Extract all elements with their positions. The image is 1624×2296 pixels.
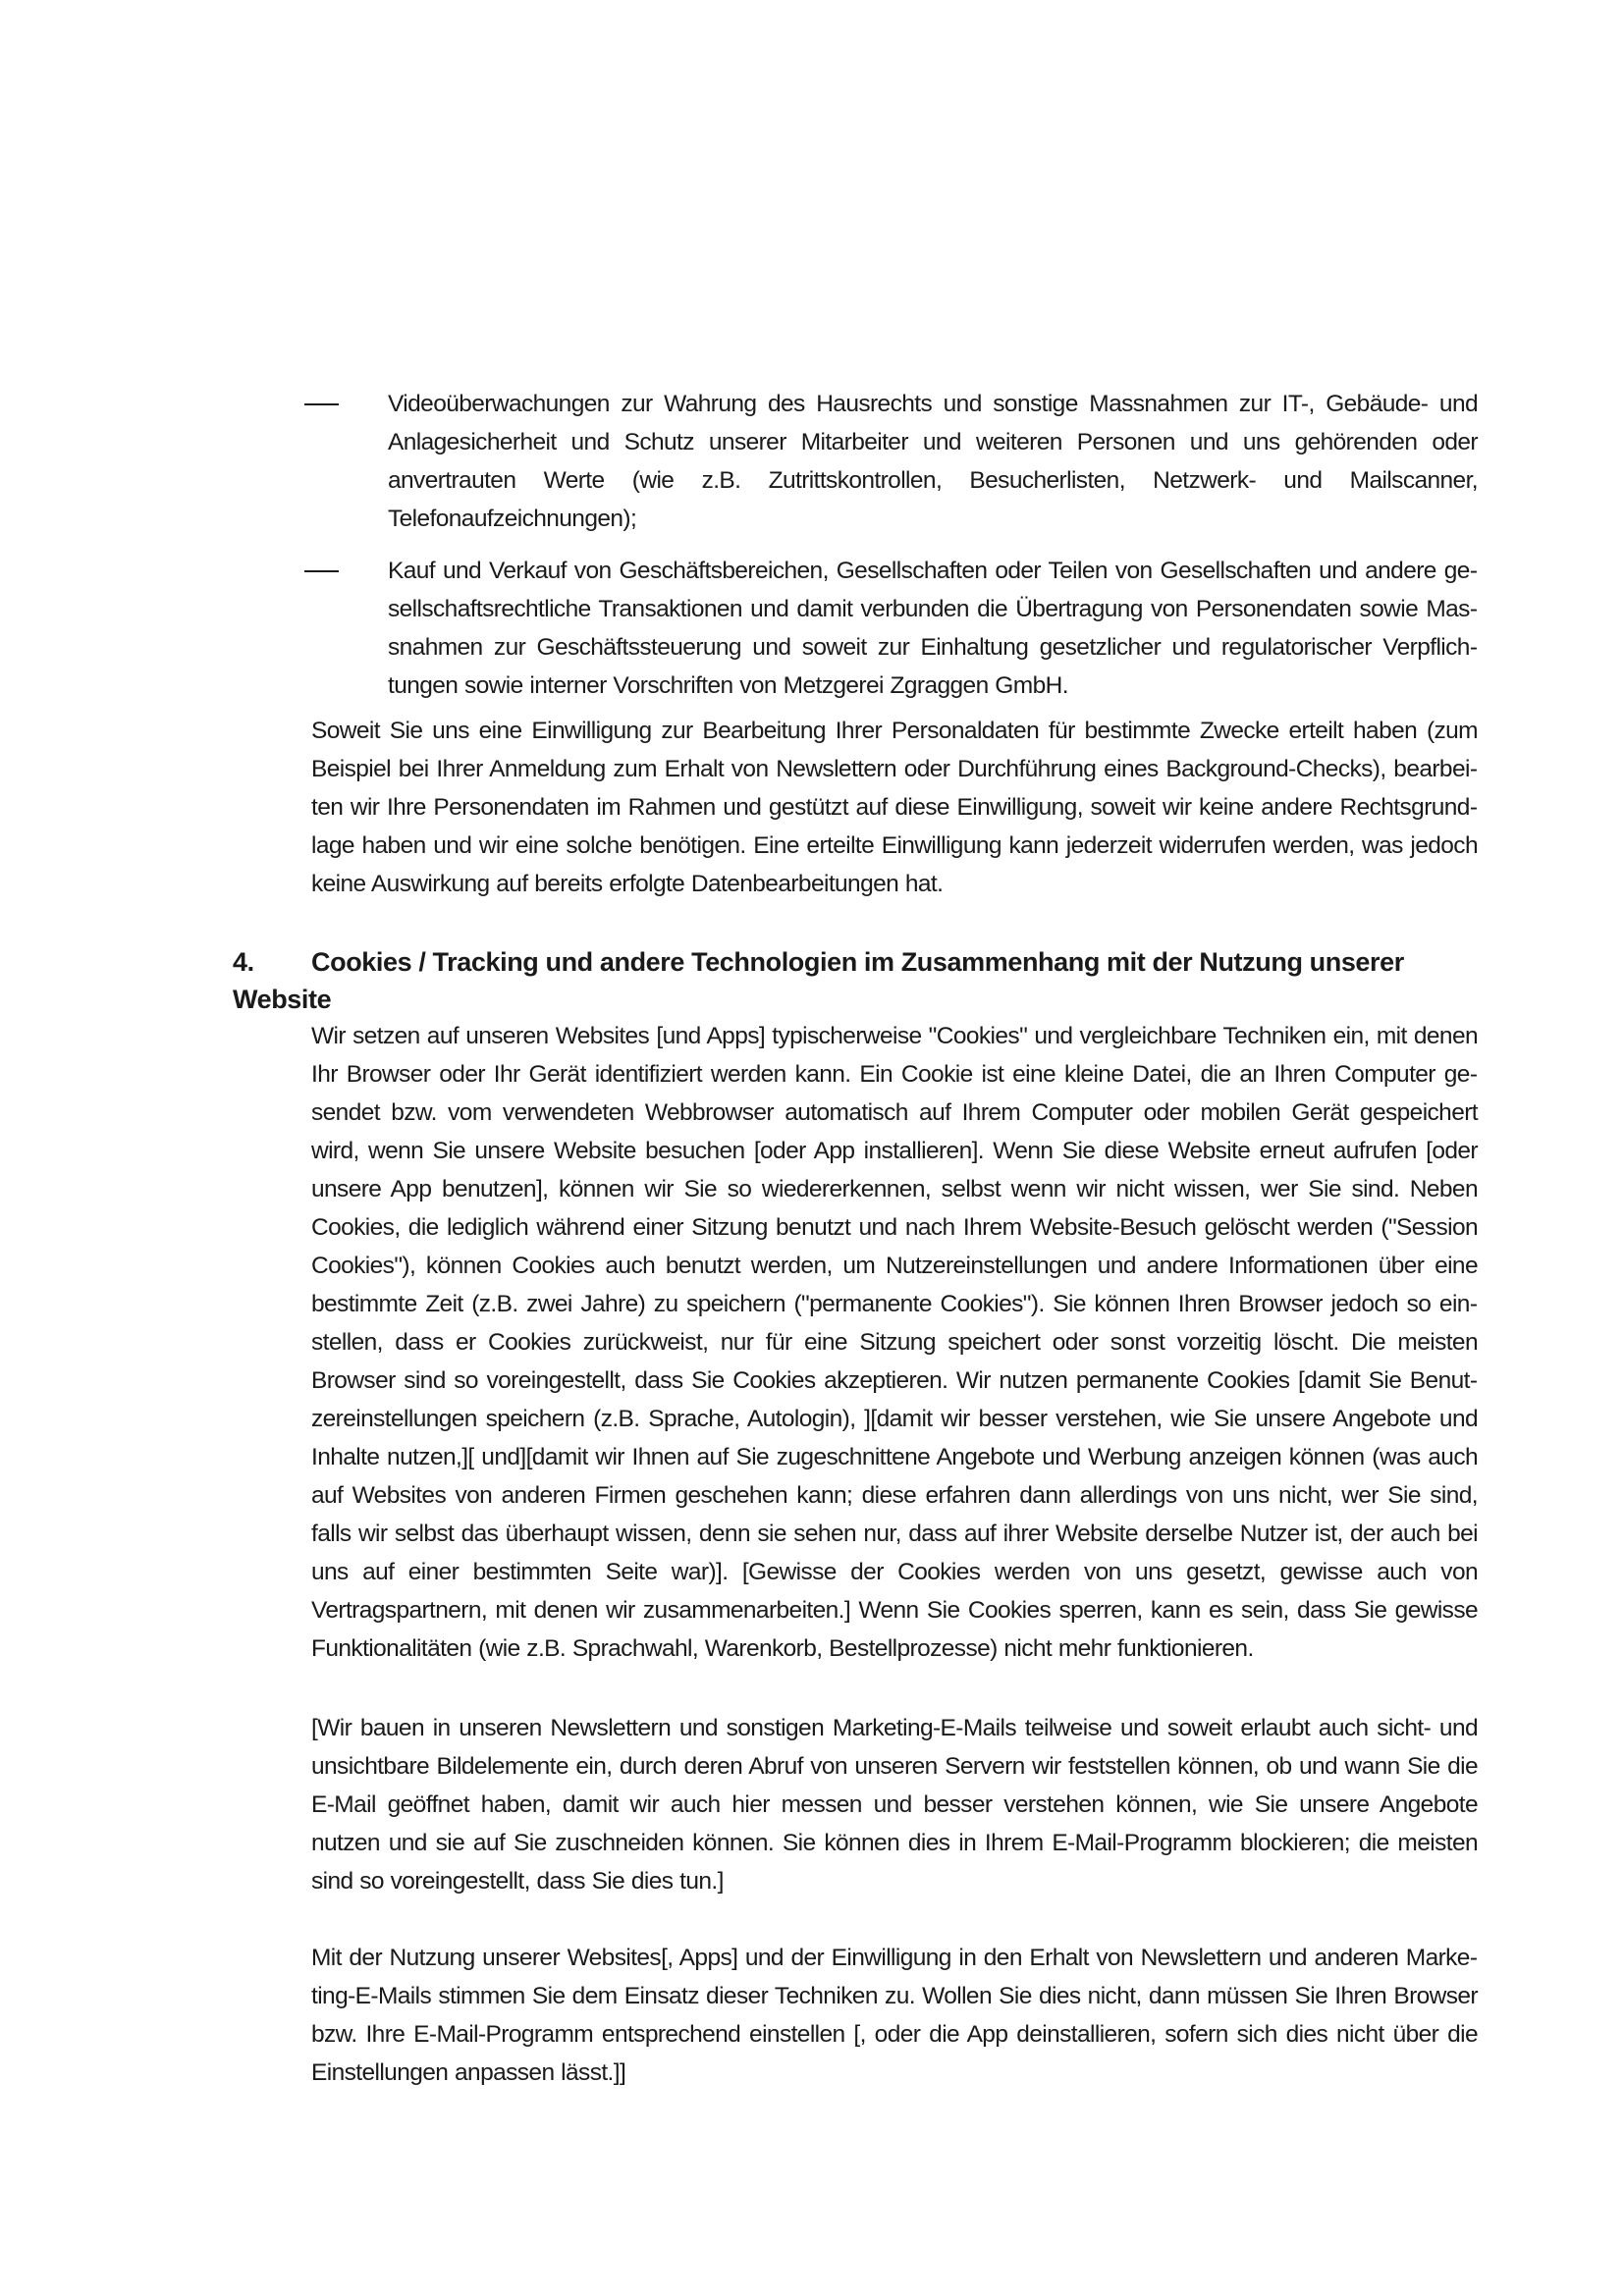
list-item-text: Kauf und Verkauf von Geschäftsbereichen, Gesellschaften oder Teilen von Gesellschaften und andere gesellschaftsrechtliche Transaktionen und damit verbunden die Übertragung von Personendaten sowie Massnahmen zur Geschäftssteuerung und soweit zur Einhaltung gesetzlicher und regulatorischer Verpflichtungen sowie interner Vorschriften von Metzgerei Zgraggen GmbH. [388, 558, 1478, 699]
list-item-text: Videoüberwachungen zur Wahrung des Hausrechts und sonstige Massnahmen zur IT-, Gebäude- und Anlagesicherheit und Schutz unserer Mitarbeiter und weiteren Personen und uns gehörenden oder anvertrauten Werte (wie z.B. Zutrittskontrollen, Besucherlisten, Netzwerk- und Mailscanner, Telefonaufzeichnungen); [388, 391, 1478, 532]
section-number: 4. [233, 947, 254, 977]
section-title: Cookies / Tracking und andere Technologien im Zusammenhang mit der Nutzung unserer Website [233, 947, 1404, 1014]
section-heading [233, 943, 1509, 1018]
dash-bullet-icon [304, 403, 339, 405]
consent-paragraph: Soweit Sie uns eine Einwilligung zur Bearbeitung Ihrer Personaldaten für bestimmte Zwecke erteilt haben (zum Beispiel bei Ihrer Anmeldung zum Erhalt von Newslettern oder Durchführung eines Background-Checks), bearbeiten wir Ihre Personendaten im Rahmen und gestützt auf diese Einwilligung, soweit wir keine andere Rechtsgrundlage haben und wir eine solche benötigen. Eine erteilte Einwilligung kann jederzeit widerrufen werden, was jedoch keine Auswirkung auf bereits erfolgte Datenbearbeitungen hat. [311, 718, 1478, 897]
cookies-paragraph: Wir setzen auf unseren Websites [und Apps] typischerweise "Cookies" und vergleichbare Techniken ein, mit denen Ihr Browser oder Ihr Gerät identifiziert werden kann. Ein Cookie ist eine kleine Datei, die an Ihren Computer gesendet bzw. vom verwendeten Webbrowser automatisch auf Ihrem Computer oder mobilen Gerät gespeichert wird, wenn Sie unsere Website besuchen [oder App installieren]. Wenn Sie diese Website erneut aufrufen [oder unsere App benutzen], können wir Sie so wiedererkennen, selbst wenn wir nicht wissen, wer Sie sind. Neben Cookies, die lediglich während einer Sitzung benutzt und nach Ihrem Website-Besuch gelöscht werden ("Session Cookies"), können Cookies auch benutzt werden, um Nutzereinstellungen und andere Informationen über eine bestimmte Zeit (z.B. zwei Jahre) zu speichern ("permanente Cookies"). Sie können Ihren Browser jedoch so einstellen, dass er Cookies zurückweist, nur für eine Sitzung speichert oder sonst vorzeitig löscht. Die meisten Browser sind so voreingestellt, dass Sie Cookies akzeptieren. Wir nutzen permanente Cookies [damit Sie Benutzereinstellungen speichern (z.B. Sprache, Autologin), ][damit wir besser verstehen, wie Sie unsere Angebote und Inhalte nutzen,][ und][damit wir Ihnen auf Sie zugeschnittene Angebote und Werbung anzeigen können (was auch auf Websites von anderen Firmen geschehen kann; diese erfahren dann allerdings von uns nicht, wer Sie sind, falls wir selbst das überhaupt wissen, denn sie sehen nur, dass auf ihrer Website derselbe Nutzer ist, der auch bei uns auf einer bestimmten Seite war)]. [Gewisse der Cookies werden von uns gesetzt, gewisse auch von Vertragspartnern, mit denen wir zusammenarbeiten.] Wenn Sie Cookies sperren, kann es sein, dass Sie gewisse Funktionalitäten (wie z.B. Sprachwahl, Warenkorb, Bestellprozesse) nicht mehr funktionieren. [311, 1023, 1478, 1662]
dash-bullet-icon [304, 570, 339, 572]
bullet-list [304, 385, 1478, 719]
list-item [304, 385, 1478, 538]
list-item [304, 552, 1478, 705]
consent-usage-paragraph: Mit der Nutzung unserer Websites[, Apps] und der Einwilligung in den Erhalt von Newslettern und anderen Marketing-E-Mails stimmen Sie dem Einsatz dieser Techniken zu. Wollen Sie dies nicht, dann müssen Sie Ihren Browser bzw. Ihre E-Mail-Programm entsprechend einstellen [, oder die App deinstallieren, sofern sich dies nicht über die Einstellungen anpassen lässt.]] [311, 1945, 1478, 2086]
tracking-pixels-paragraph: [Wir bauen in unseren Newslettern und sonstigen Marketing-E-Mails teilweise und soweit erlaubt auch sicht- und unsichtbare Bildelemente ein, durch deren Abruf von unseren Servern wir feststellen können, ob und wann Sie die E-Mail geöffnet haben, damit wir auch hier messen und besser verstehen können, wie Sie unsere Angebote nutzen und sie auf Sie zuschneiden können. Sie können dies in Ihrem E-Mail-Programm blockieren; die meisten sind so voreingestellt, dass Sie dies tun.] [311, 1715, 1478, 1895]
